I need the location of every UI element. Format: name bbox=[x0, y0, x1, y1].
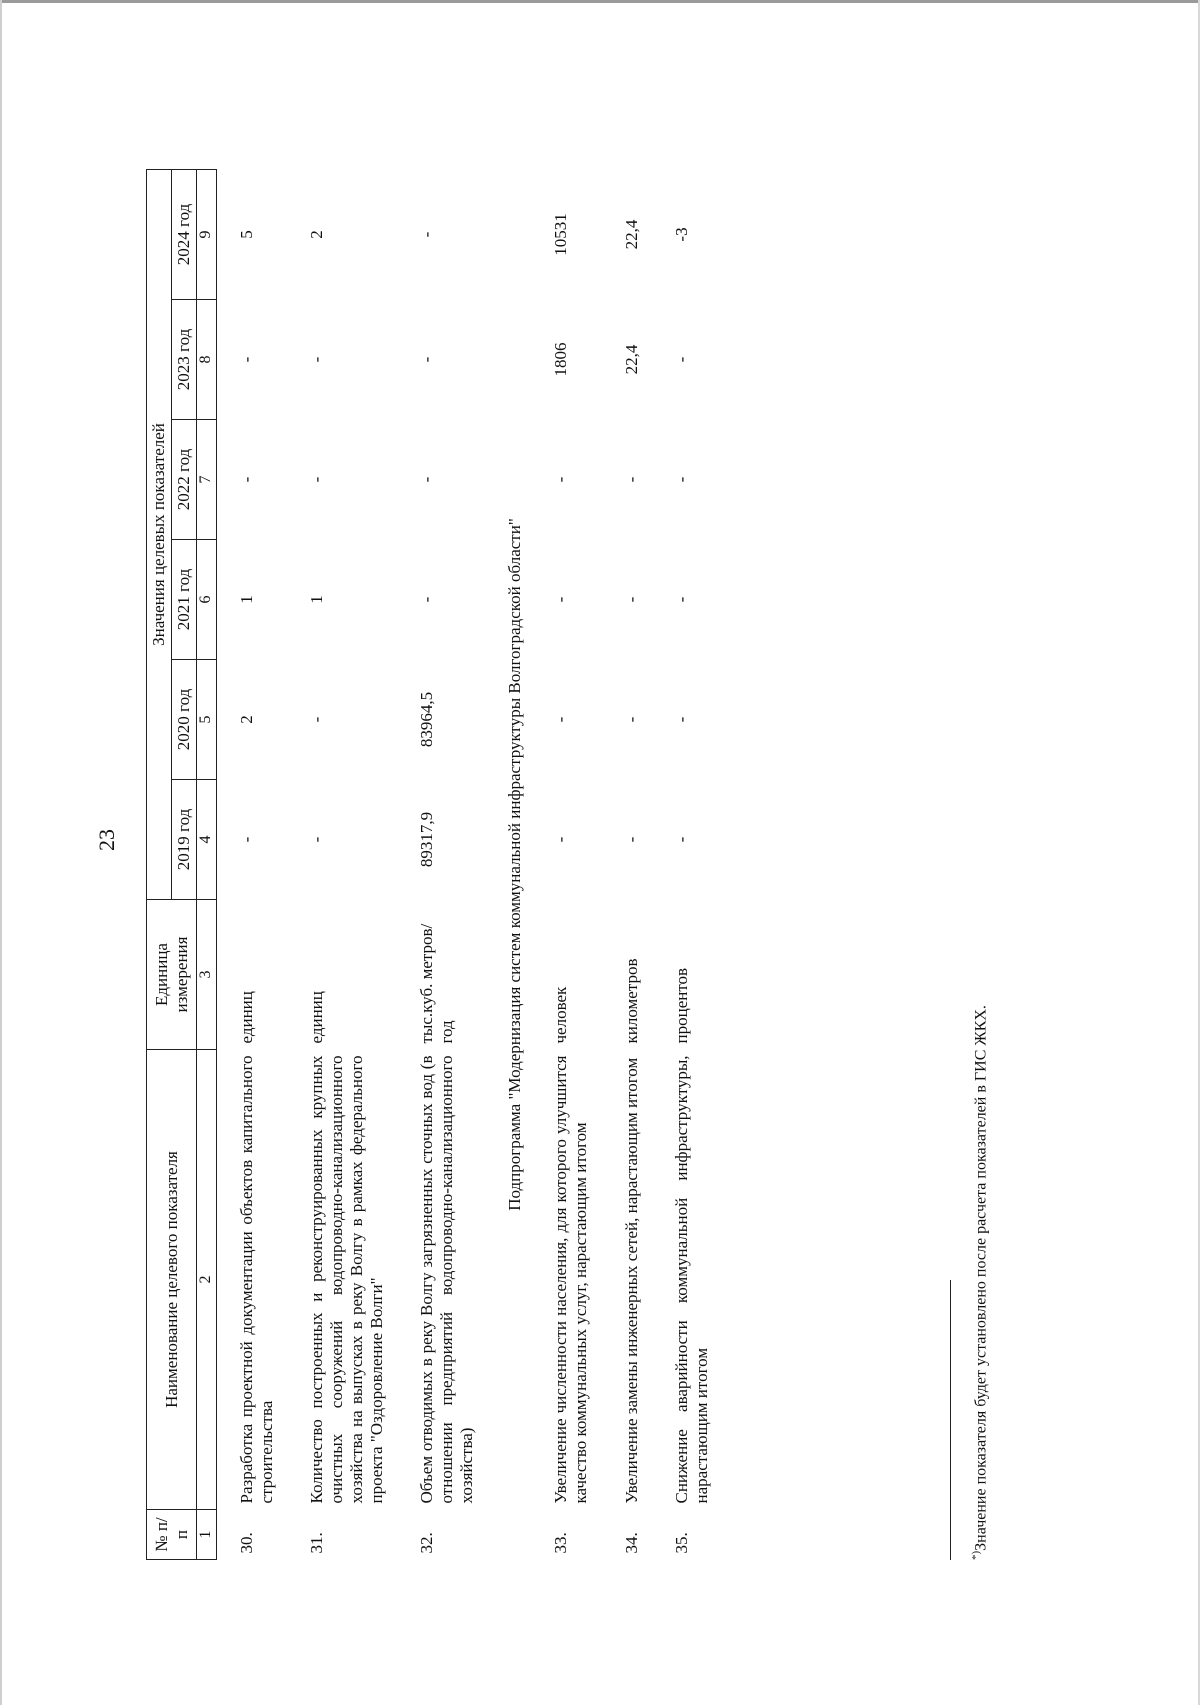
row-value: 1806 bbox=[551, 342, 571, 377]
row-value: - bbox=[417, 476, 437, 483]
row-value: - bbox=[671, 716, 691, 723]
header-year: 2021 год bbox=[172, 540, 197, 660]
row-num: 35. bbox=[671, 1532, 691, 1554]
row-num: 33. bbox=[551, 1532, 571, 1554]
table-header bbox=[147, 170, 217, 1560]
row-num: 31. bbox=[307, 1532, 327, 1554]
subprogram-row bbox=[487, 170, 531, 1560]
header-name: Наименование целевого показателя bbox=[147, 1050, 197, 1510]
table-body bbox=[216, 170, 721, 1560]
page-number: 23 bbox=[94, 829, 119, 851]
row-value: - bbox=[236, 476, 256, 483]
row-value: - bbox=[551, 596, 571, 603]
row-value: 10531 bbox=[551, 213, 571, 256]
col-number: 8 bbox=[197, 300, 217, 420]
row-value: - bbox=[551, 836, 571, 843]
row-value: -3 bbox=[671, 227, 691, 242]
col-number: 1 bbox=[197, 1510, 217, 1560]
row-name: Количество построенных и реконструированных крупных очистных сооружений водопроводно-канализационного хозяйства на выпусках в реку Волгу в рамках федерального проекта "Оздоровление Волги" bbox=[307, 1055, 387, 1504]
table-row bbox=[652, 170, 722, 1560]
row-unit: километров bbox=[621, 958, 641, 1044]
row-unit: тыс.куб. метров/год bbox=[417, 923, 457, 1044]
col-number: 7 bbox=[197, 420, 217, 540]
header-values-group: Значения целевых показателей bbox=[147, 170, 172, 900]
row-num: 34. bbox=[621, 1532, 641, 1554]
col-number: 5 bbox=[197, 660, 217, 780]
footnote-marker: *) bbox=[970, 1550, 982, 1560]
row-value: - bbox=[671, 356, 691, 363]
row-value: - bbox=[551, 716, 571, 723]
col-number: 9 bbox=[197, 170, 217, 300]
row-value: 1 bbox=[236, 595, 256, 604]
subprogram-title: Подпрограмма "Модернизация систем коммунальной инфраструктуры Волгоградской области" bbox=[505, 518, 525, 1211]
row-value: - bbox=[417, 356, 437, 363]
row-unit: процентов bbox=[671, 967, 691, 1044]
col-number: 6 bbox=[197, 540, 217, 660]
scan-edge-top bbox=[0, 0, 1200, 3]
footnote-text: Значение показателя будет установлено после расчета показателей в ГИС ЖКХ. bbox=[972, 1005, 990, 1551]
row-value: 83964,5 bbox=[417, 691, 437, 748]
row-unit: единиц bbox=[307, 991, 327, 1044]
header-unit: Единица измерения bbox=[147, 900, 197, 1050]
row-value: - bbox=[671, 476, 691, 483]
header-year: 2024 год bbox=[172, 170, 197, 300]
row-unit: человек bbox=[551, 986, 571, 1044]
rotated-page bbox=[90, 120, 1150, 1600]
header-year: 2019 год bbox=[172, 780, 197, 900]
row-value: - bbox=[307, 476, 327, 483]
row-value: - bbox=[417, 596, 437, 603]
row-num: 30. bbox=[236, 1532, 256, 1554]
row-value: 2 bbox=[307, 230, 327, 239]
row-value: - bbox=[307, 836, 327, 843]
row-name: Разработка проектной документации объектов капитального строительства bbox=[236, 1055, 277, 1504]
row-value: - bbox=[671, 596, 691, 603]
row-value: 2 bbox=[236, 715, 256, 724]
scan-edge-left bbox=[0, 0, 2, 1705]
col-number: 3 bbox=[197, 900, 217, 1050]
row-name: Увеличение замены инженерных сетей, нарастающим итогом bbox=[621, 1057, 641, 1504]
row-value: 22,4 bbox=[621, 344, 641, 375]
row-name: Объем отводимых в реку Волгу загрязненных сточных вод (в отношении предприятий водопроводно-канализационного хозяйства) bbox=[417, 1055, 477, 1504]
row-name: Увеличение численности населения, для которого улучшится качество коммунальных услуг, нарастающим итогом bbox=[551, 1055, 591, 1504]
row-value: - bbox=[236, 836, 256, 843]
row-value: 22,4 bbox=[621, 219, 641, 250]
row-value: - bbox=[551, 476, 571, 483]
footnote-rule bbox=[950, 1280, 951, 1560]
table-row bbox=[531, 170, 601, 1560]
row-value: 89317,9 bbox=[417, 811, 437, 868]
table-row bbox=[602, 170, 652, 1560]
row-value: - bbox=[307, 356, 327, 363]
row-value: - bbox=[621, 476, 641, 483]
header-year: 2020 год bbox=[172, 660, 197, 780]
footnote bbox=[970, 1005, 990, 1560]
row-value: 5 bbox=[236, 230, 256, 239]
table-row bbox=[287, 170, 397, 1560]
row-value: - bbox=[621, 596, 641, 603]
row-value: - bbox=[417, 231, 437, 238]
indicators-table bbox=[146, 169, 722, 1560]
row-value: - bbox=[621, 716, 641, 723]
row-value: - bbox=[621, 836, 641, 843]
col-number: 2 bbox=[197, 1050, 217, 1510]
table-row bbox=[216, 170, 287, 1560]
col-number: 4 bbox=[197, 780, 217, 900]
row-num: 32. bbox=[417, 1532, 437, 1554]
row-name: Снижение аварийности коммунальной инфраструктуры, нарастающим итогом bbox=[671, 1055, 711, 1504]
row-value: - bbox=[671, 836, 691, 843]
row-value: 1 bbox=[307, 595, 327, 604]
header-year: 2022 год bbox=[172, 420, 197, 540]
row-value: - bbox=[236, 356, 256, 363]
header-year: 2023 год bbox=[172, 300, 197, 420]
row-value: - bbox=[307, 716, 327, 723]
table-row bbox=[397, 170, 487, 1560]
row-unit: единиц bbox=[236, 991, 256, 1044]
header-num: № п/п bbox=[147, 1510, 197, 1560]
